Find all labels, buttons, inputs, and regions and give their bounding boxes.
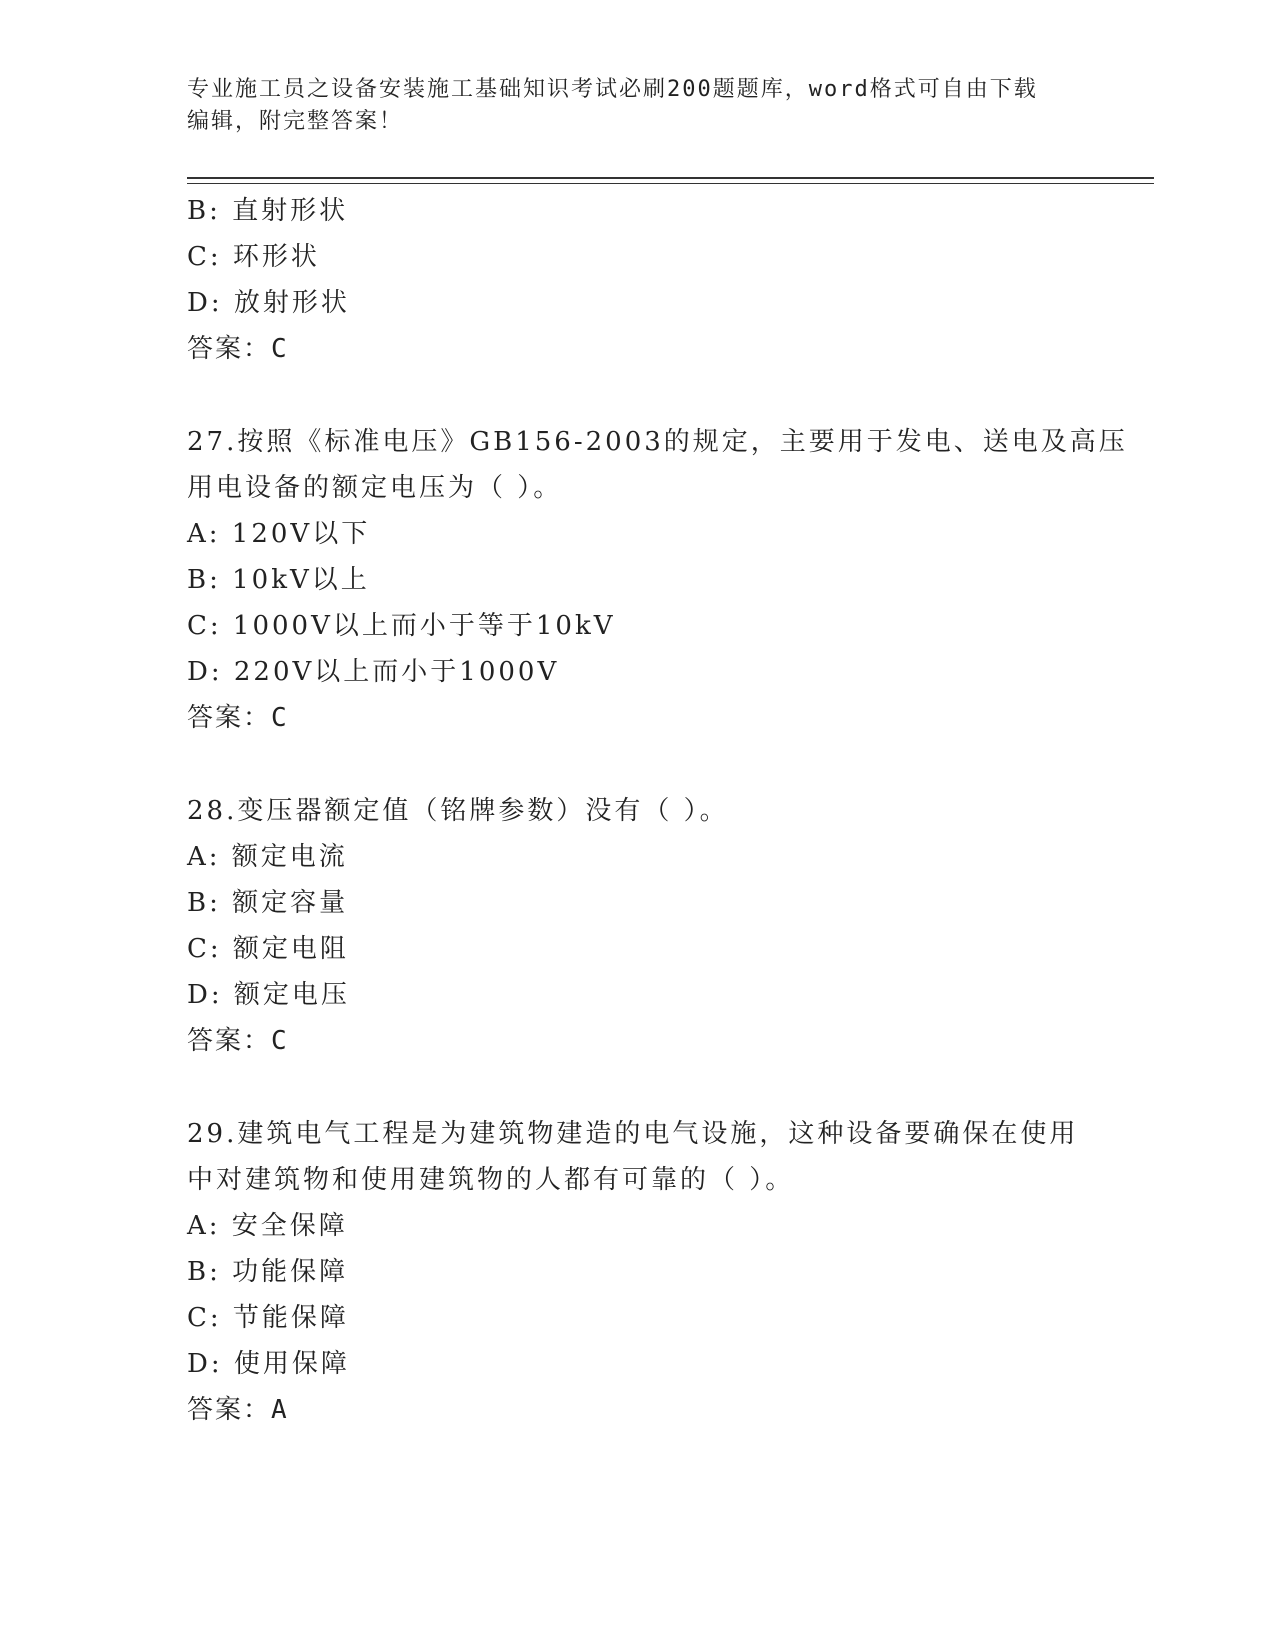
question-27 [187, 419, 1127, 741]
document-header [187, 74, 1087, 138]
option-d: D: 使用保障 [187, 1349, 350, 1379]
answer: 答案：C [187, 1026, 289, 1056]
question-stem: 29.建筑电气工程是为建筑物建造的电气设施，这种设备要确保在使用 [187, 1119, 1079, 1149]
option-d: D: 额定电压 [187, 980, 350, 1010]
option-c: C: 额定电阻 [187, 934, 349, 964]
question-stem-continued: 用电设备的额定电压为（ ）。 [187, 473, 563, 503]
option-c: C: 环形状 [187, 242, 320, 272]
option-a: A: 安全保障 [187, 1211, 348, 1241]
question-29 [187, 1111, 1127, 1433]
header-divider-top [187, 177, 1154, 179]
answer: 答案：A [187, 1395, 289, 1425]
option-b: B: 额定容量 [187, 888, 349, 918]
option-a: A: 额定电流 [187, 842, 348, 872]
option-c: C: 节能保障 [187, 1303, 349, 1333]
option-d: D: 220V以上而小于1000V [187, 657, 560, 687]
answer: 答案：C [187, 703, 289, 733]
header-divider-bottom [187, 183, 1154, 184]
option-a: A: 120V以下 [187, 519, 371, 549]
question-28 [187, 788, 1127, 1064]
question-26 [187, 188, 1127, 372]
header-line-2: 编辑，附完整答案！ [187, 109, 404, 134]
option-b: B: 功能保障 [187, 1257, 349, 1287]
spacer [187, 372, 1127, 419]
spacer [187, 1064, 1127, 1111]
question-list [187, 188, 1127, 1433]
option-c: C: 1000V以上而小于等于10kV [187, 611, 616, 641]
question-stem: 28.变压器额定值（铭牌参数）没有（ ）。 [187, 796, 729, 826]
question-stem-continued: 中对建筑物和使用建筑物的人都有可靠的（ ）。 [187, 1165, 795, 1195]
option-b: B: 直射形状 [187, 196, 349, 226]
question-stem: 27.按照《标准电压》GB156-2003的规定，主要用于发电、送电及高压 [187, 427, 1128, 457]
option-b: B: 10kV以上 [187, 565, 370, 595]
answer: 答案：C [187, 334, 289, 364]
header-line-1: 专业施工员之设备安装施工基础知识考试必刷200题题库，word格式可自由下载 [187, 77, 1038, 102]
option-d: D: 放射形状 [187, 288, 350, 318]
spacer [187, 741, 1127, 788]
